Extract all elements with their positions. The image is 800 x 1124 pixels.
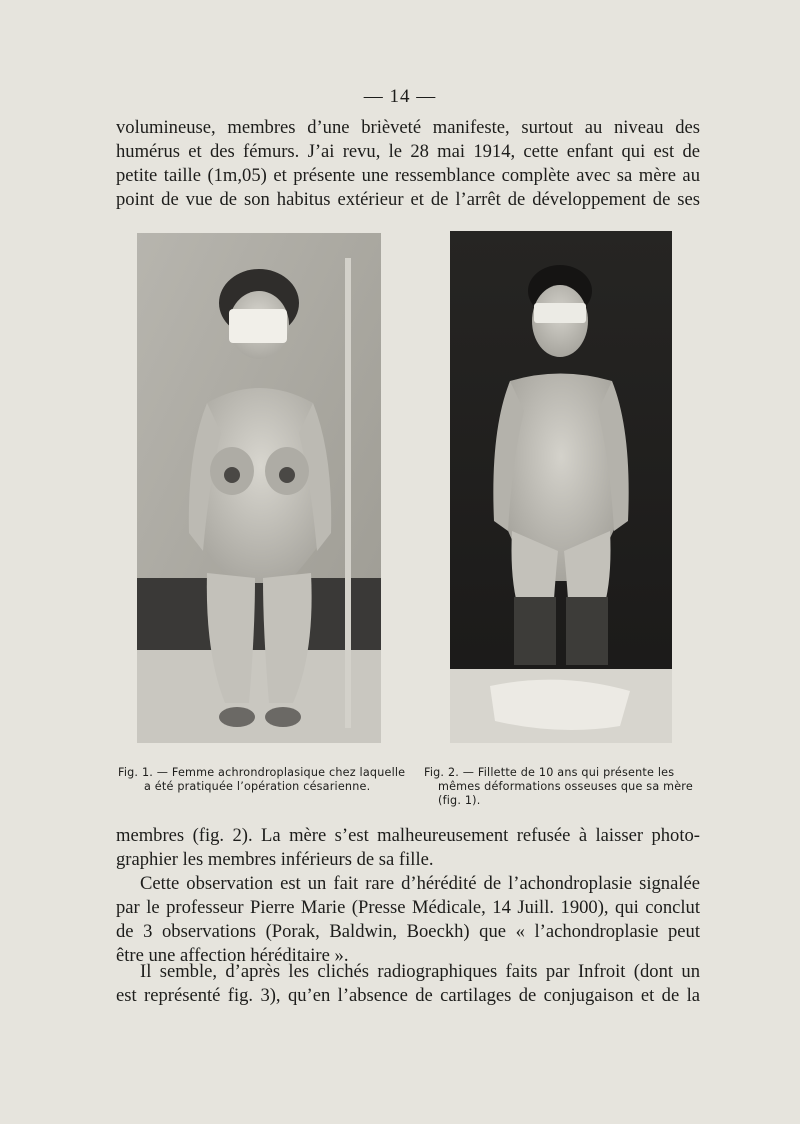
figure-2-image xyxy=(450,231,672,743)
text-line: petite taille (1m,05) et présente une ressemblance complète avec sa mère au xyxy=(116,165,700,186)
text-line: point de vue de son habitus extérieur et de l’arrêt de développement de ses xyxy=(116,189,700,210)
text-line: humérus et des fémurs. J’ai revu, le 28 mai 1914, cette enfant qui est de xyxy=(116,141,700,162)
text-line: être une affection héréditaire ». xyxy=(116,945,349,966)
text-line: graphier les membres inférieurs de sa fille. xyxy=(116,849,434,870)
text-line: est représenté fig. 3), qu’en l’absence de cartilages de conjugaison et de la xyxy=(116,985,700,1006)
caption-line: Fig. 2. — Fillette de 10 ans qui présente les xyxy=(424,766,675,779)
text-line: par le professeur Pierre Marie (Presse Médicale, 14 Juill. 1900), qui conclut xyxy=(116,897,700,918)
figure-1-photograph xyxy=(137,233,381,743)
figure-1-image xyxy=(137,233,381,743)
text-line: Il semble, d’après les clichés radiographiques faits par Infroit (dont un xyxy=(140,961,700,982)
text-line: membres (fig. 2). La mère s’est malheureusement refusée à laisser photo- xyxy=(116,825,700,846)
paragraph-4 xyxy=(116,960,700,1008)
figure-1-caption xyxy=(118,766,408,794)
text-line: de 3 observations (Porak, Baldwin, Boeckh) que « l’achondroplasie peut xyxy=(116,921,700,942)
text-line: Cette observation est un fait rare d’hérédité de l’achondroplasie signalée xyxy=(140,873,700,894)
caption-line: mêmes déformations osseuses que sa mère xyxy=(438,780,693,793)
page-number: — 14 — xyxy=(363,86,437,107)
caption-line: Fig. 1. — Femme achrondroplasique chez laquelle xyxy=(118,766,406,779)
caption-line: (fig. 1). xyxy=(438,794,481,807)
paragraph-2 xyxy=(116,824,700,872)
text-line: volumineuse, membres d’une brièveté manifeste, surtout au niveau des xyxy=(116,117,700,138)
paragraph-3 xyxy=(116,872,700,968)
paragraph-top xyxy=(116,116,700,212)
figure-2-photograph xyxy=(450,231,672,743)
figure-2-caption xyxy=(424,766,704,808)
caption-line: a été pratiquée l’opération césarienne. xyxy=(144,780,371,793)
